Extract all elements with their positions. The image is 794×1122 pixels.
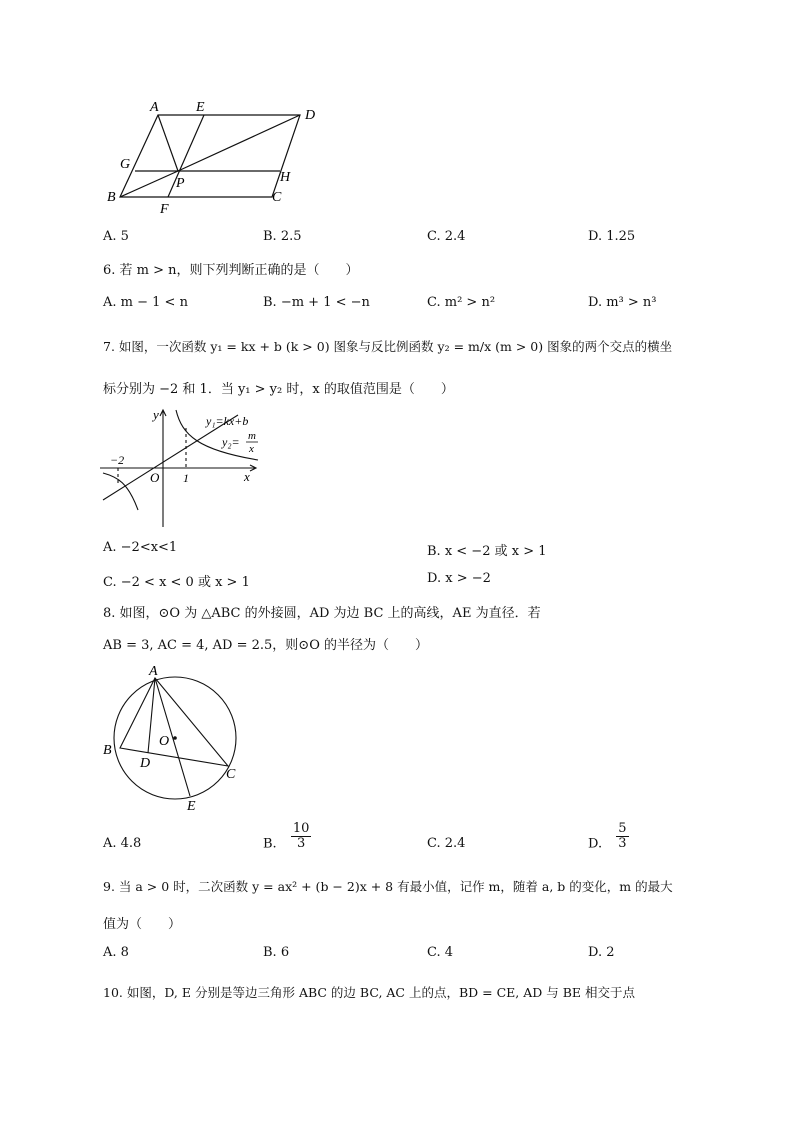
- label-B: B: [103, 743, 112, 758]
- q8-option-d-den: 3: [618, 836, 627, 852]
- label-C: C: [226, 767, 236, 782]
- q8-stem-line1: 8. 如图，⊙O 为 △ABC 的外接圆，AD 为边 BC 上的高线，AE 为直径．若: [103, 606, 541, 621]
- curve-label-num: m: [248, 430, 256, 442]
- circle-figure: [98, 662, 258, 812]
- one-label: 1: [183, 471, 189, 485]
- label-E: E: [187, 799, 196, 812]
- q5-option-b: B. 2.5: [263, 229, 302, 244]
- q7-stem-line1: 7. 如图，一次函数 y₁ = kx + b (k > 0) 图象与反比例函数 y₂ = m/x (m > 0) 图象的两个交点的横坐: [103, 339, 673, 354]
- q8-option-c: C. 2.4: [427, 836, 466, 851]
- q5-option-a: A. 5: [103, 229, 129, 244]
- label-D: D: [305, 108, 316, 123]
- q8-option-b-den: 3: [296, 836, 306, 852]
- q7-option-d: D. x > −2: [427, 571, 491, 586]
- q7-option-b: B. x < −2 或 x > 1: [427, 544, 547, 559]
- x-axis-label: x: [244, 469, 250, 484]
- y-axis-label: y: [153, 407, 159, 422]
- q9-stem-line1: 9. 当 a > 0 时，二次函数 y = ax² + (b − 2)x + 8 有最小值，记作 m，随着 a, b 的变化，m 的最大: [103, 879, 673, 894]
- label-A: A: [149, 664, 158, 679]
- q6-stem: 6. 若 m > n，则下列判断正确的是（ ）: [103, 263, 359, 278]
- q5-option-d: D. 1.25: [588, 229, 636, 244]
- q8-option-b-num: 10: [292, 821, 310, 836]
- line-label: y₁=kx+b: [206, 414, 249, 428]
- q8-option-d: [588, 821, 629, 852]
- q8-option-d-num: 5: [618, 821, 627, 836]
- neg-two-label: −2: [110, 453, 125, 467]
- q6-option-d: D. m³ > n³: [588, 295, 657, 310]
- q10-stem: 10. 如图，D, E 分别是等边三角形 ABC 的边 BC, AC 上的点，BD = CE, AD 与 BE 相交于点: [103, 985, 635, 1000]
- label-B: B: [107, 190, 116, 205]
- q7-stem-line2: 标分别为 −2 和 1．当 y₁ > y₂ 时，x 的取值范围是（ ）: [103, 382, 454, 397]
- function-graph-figure: [98, 405, 268, 530]
- q8-option-b-fraction: [291, 822, 312, 852]
- label-O: O: [159, 734, 170, 749]
- label-H: H: [280, 170, 291, 185]
- label-D: D: [140, 756, 151, 771]
- curve-label-prefix: y₂=: [222, 435, 240, 449]
- q8-option-b-prefix: B.: [263, 836, 277, 852]
- label-P: P: [176, 176, 185, 191]
- q5-option-c: C. 2.4: [427, 229, 466, 244]
- q6-option-a: A. m − 1 < n: [103, 295, 188, 310]
- q8-option-b: [263, 821, 311, 852]
- q7-option-a: A. −2<x<1: [103, 540, 178, 555]
- q8-stem-line2: AB = 3, AC = 4, AD = 2.5，则⊙O 的半径为（ ）: [103, 638, 428, 653]
- q9-option-b: B. 6: [263, 945, 290, 960]
- q8-option-a: A. 4.8: [103, 836, 142, 851]
- q8-option-d-prefix: D.: [588, 836, 603, 852]
- label-C: C: [272, 190, 282, 205]
- q9-option-c: C. 4: [427, 945, 454, 960]
- q9-option-d: D. 2: [588, 945, 615, 960]
- origin-label: O: [150, 470, 160, 485]
- label-G: G: [120, 157, 131, 172]
- q9-option-a: A. 8: [103, 945, 129, 960]
- q9-stem-line2: 值为（ ）: [103, 917, 182, 932]
- q6-option-c: C. m² > n²: [427, 295, 496, 310]
- label-F: F: [160, 202, 169, 217]
- label-A: A: [150, 100, 159, 115]
- q7-option-c: C. −2 < x < 0 或 x > 1: [103, 575, 250, 590]
- parallelogram-figure: [100, 95, 330, 220]
- curve-label-den: x: [249, 443, 254, 455]
- q8-option-d-fraction: [616, 822, 628, 852]
- q6-option-b: B. −m + 1 < −n: [263, 295, 370, 310]
- label-E: E: [196, 100, 205, 115]
